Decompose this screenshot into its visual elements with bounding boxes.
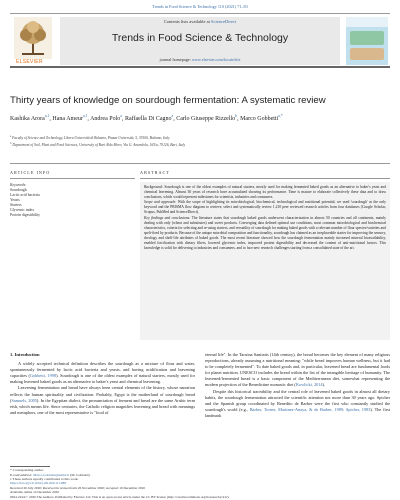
author-name[interactable]: Marco Gobbetti xyxy=(240,116,279,122)
article-info-heading: ARTICLE INFO xyxy=(10,170,51,175)
divider xyxy=(140,178,390,179)
author-affil-marker: a xyxy=(171,114,174,118)
author-affil-marker: a,1 xyxy=(82,114,88,118)
affiliations xyxy=(10,134,390,148)
body-column-right xyxy=(205,352,390,419)
abstract-scope: Scope and approach: With the scope of highlighting its microbiological, biochemical, technological and nutritional potential, we used 'sourdough' as the only keyword and the PRISMA flow diagram to retrieve, select and systematically review 1,210 peer reviewed research articles from four databases (Google Scholar, Scopus, PubMed and ScienceDirect). xyxy=(144,200,386,215)
author-name[interactable]: Kashika Arora xyxy=(10,116,45,122)
keyword-item: Starters xyxy=(10,203,22,207)
body-paragraph: Despite this historical traceability and the central role of leavened baked goods in almost all dietary habits, the sourdough fermentation attracted the scientific attention not more than 30 years ago. Spicher and the Spanish group coordinated by Benedito de Barber were the first who constantly studied the sourdough's world (e.g., Barber, Torner, Martinez-Anaya, & de Barber, 1989; Spicher, 1983). The first landmark xyxy=(205,388,391,418)
keywords-label: Keywords: xyxy=(10,183,27,187)
abstract-background: Background: Sourdough is one of the oldest examples of natural starters, mostly used for making fermented baked goods as an alternative to baker's yeast and chemical leavening. Almost 30 years of research have accumulated showing its performance. Time is mature to elaborate collectively these data and to draw conclusions, which would represent milestones for scientists, industries and consumers. xyxy=(144,185,386,200)
journal-title: Trends in Food Science & Technology xyxy=(111,32,289,44)
online-date: Available online 14 December 2020 xyxy=(10,490,59,495)
equal-contribution-note: 1 These authors equally contributed to this work. xyxy=(10,477,79,482)
author-list: Kashika Arora$^{a,1}$, Hana Ameur$^{a,1}$, Andrea Polo$^a$, Raffaella Di Cagno$^a$, Carlo Giuseppe Rizzello$^b$, Marco Gobbetti$^{a,*}$ xyxy=(10,114,283,122)
email-note: E-mail address: Marco.Gobbetti@unibz.it (M. Gobbetti). xyxy=(10,472,91,477)
affiliation-a: $^a$ Faculty of Science and Technology, Libera Università di Bolzano, Piazza Università, 5, 39100, Bolzano, Italy xyxy=(10,135,170,141)
divider xyxy=(10,178,135,179)
body-paragraph: eternal life". In the Tacuina Sanitatis (14th century), the bread becomes the key element of many religious reproductions, already assuming a nutritional meaning: "while bread improves human wellness, but it had to be completely fermented". To date baked goods and, in particular, leavened bread are fundamental foods for planet nutrition. UNESCO includes the bread within the list of the intangible heritage of humanity. The leavened/fermented bread is a basic component of the Mediterranean diet, somewhat representing the modern projection of the Benedictine monastic diet (Kowlicki, 2014). xyxy=(205,352,390,388)
body-column-left xyxy=(10,352,195,416)
journal-citation-line: Trends in Food Science & Technology 110 (2021) 71–83 xyxy=(152,4,248,9)
license-line: 0924-2244/© 2020 The Authors. Published by Elsevier Ltd. This is an open access article under the CC BY license (http://creativecommons.org/licenses/by/4.0/). xyxy=(10,494,230,499)
author-name[interactable]: Andrea Polo xyxy=(90,116,121,122)
journal-banner xyxy=(60,17,340,65)
keyword-item: Sourdough xyxy=(10,188,27,192)
author-affil-marker: a,* xyxy=(278,114,283,118)
keyword-item: Lactic acid bacteria xyxy=(10,193,40,197)
article-title: Thirty years of knowledge on sourdough fermentation: A systematic review xyxy=(10,95,326,106)
corresponding-author-note: * Corresponding author. xyxy=(10,468,44,472)
sciencedirect-link[interactable]: ScienceDirect xyxy=(211,19,237,24)
citation-link[interactable]: Barber, Torner, Martinez-Anaya, & de Barber, 1989; Spicher, 1983 xyxy=(249,406,371,412)
body-paragraph: A widely accepted technical definition describes the sourdough as a mixture of flour and water, spontaneously fermented by lactic acid bacteria and yeasts, and having acidification and leavening capacities (Gobbetti, 1998). Sourdough is one of the oldest examples of natural starters, mostly used for making leavened baked goods as an alternative to baker's yeast and chemical leavening. xyxy=(10,361,195,385)
author-name[interactable]: Carlo Giuseppe Rizzello xyxy=(176,116,236,122)
author-affil-marker: b xyxy=(235,114,238,118)
elsevier-logo-text: ELSEVIER xyxy=(16,59,43,65)
article-dates: Received 26 July 2020; Received in revised form 26 November 2020; Accepted 10 December 2020 xyxy=(10,485,146,490)
keyword-item: Glycemic index xyxy=(10,208,35,212)
keyword-item: Yeasts xyxy=(10,198,20,202)
author-affil-marker: a,1 xyxy=(44,114,50,118)
citation-link[interactable]: Samuels, 2005 xyxy=(11,397,37,403)
divider xyxy=(10,163,390,164)
doi-link[interactable]: https://doi.org/10.1016/j.tifs.2021.01.088 xyxy=(10,481,66,485)
author-name[interactable]: Raffaella Di Cagno xyxy=(124,116,172,122)
keyword-item: Protein digestibility xyxy=(10,213,41,217)
keywords-list xyxy=(10,188,135,218)
journal-homepage-link[interactable]: www.elsevier.com/locate/tifs xyxy=(191,57,241,62)
section-title-introduction: 1. Introduction xyxy=(10,352,40,357)
journal-header xyxy=(10,13,390,68)
journal-cover-thumbnail xyxy=(346,17,388,65)
journal-homepage-line: journal homepage: www.elsevier.com/locate/tifs xyxy=(159,57,241,62)
abstract-box xyxy=(140,182,390,340)
abstract-findings: Key findings and conclusions: The literature states that sourdough baked goods underwent characterization in almost 50 countries and all continents, mainly dealing with only (wheat and substitutes) and sweet products. Converging data defined optimal use conditions, most common microbiological and biochemical characteristics, criteria for selecting and re-using starters, and versatility of sourdough for making baked goods with a relevant number of flour species/varieties and spelt-fired by products. Because of the unique microbial composition and functionality, sourdough has claimed as an irreplaceable starter for improving the sensory, rheology and shelf-life attributes of baked goods. The most recent literature showed how the sourdough fermentation mainly increased mineral bioavailability, enabled fortification with dietary fibers, lowered glycemic index, improved protein digestibility and decreased the content of anti-nutritional factors. This knowledge is solid for delivering to industries and consumers, and to face new research challenges starting from a consolidated state of the art. xyxy=(144,215,387,251)
author-name[interactable]: Hana Ameur xyxy=(52,116,83,122)
email-link[interactable]: Marco.Gobbetti@unibz.it xyxy=(33,472,70,477)
author-affil-marker: a xyxy=(120,114,122,118)
citation-link[interactable]: Gobbetti, 1998 xyxy=(29,373,57,379)
citation-link[interactable]: Kowlicki, 2014 xyxy=(295,382,323,388)
footnotes xyxy=(10,466,210,482)
article-footer xyxy=(10,481,390,499)
affiliation-b: $^b$ Department of Soil, Plant and Food Sciences, University of Bari Aldo Moro, Via G. Amendola, 165/a, 70126, Bari, Italy xyxy=(10,142,186,148)
elsevier-tree-logo xyxy=(14,17,52,59)
contents-line: Contents lists available at ScienceDirect xyxy=(163,19,237,24)
abstract-heading: ABSTRACT xyxy=(140,170,170,175)
body-paragraph: Leavening fermentation and bread have always been central elements of the history, whose narration reflects the human spirituality and civilization. Probably, Egypt is the motherland of sourdough bread (Samuels, 2005). In the Egyptian dialect, the pronunciation of ferment and bread are the same Arabic term eish, which means life. Since centuries, the Catholic religion magnifies leavening and bread with meanings and metaphors, one of the most representative is "food of xyxy=(10,385,195,415)
